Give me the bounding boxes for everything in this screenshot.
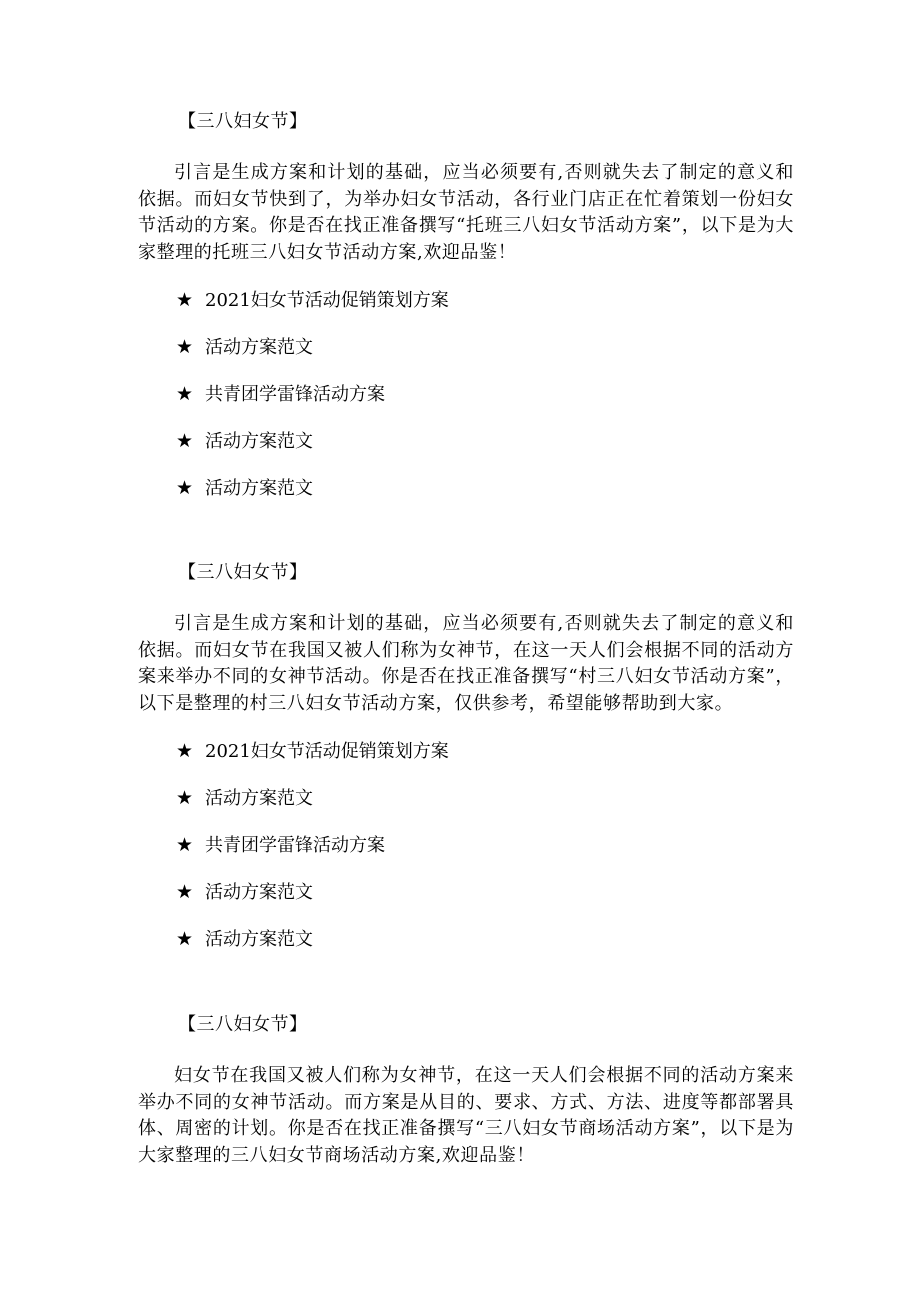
related-link[interactable] (176, 288, 794, 312)
star-icon: ★ (176, 834, 194, 856)
star-icon: ★ (176, 430, 194, 452)
star-icon: ★ (176, 740, 194, 762)
related-link-label: 共青团学雷锋活动方案 (205, 384, 385, 405)
related-links-list (176, 288, 794, 500)
star-icon: ★ (176, 289, 194, 311)
related-link-label: 2021妇女节活动促销策划方案 (205, 290, 449, 311)
related-link[interactable] (176, 382, 794, 406)
related-link-label: 活动方案范文 (205, 882, 313, 903)
section-heading: 【三八妇女节】 (178, 111, 308, 132)
section-heading: 【三八妇女节】 (178, 562, 308, 583)
related-link[interactable] (176, 833, 794, 857)
intro-paragraph: 妇女节在我国又被人们称为女神节，在这一天人们会根据不同的活动方案来举办不同的女神节活动。而方案是从目的、要求、方式、方法、进度等都部署具体、周密的计划。你是否在找正准备撰写“三八妇女节商场活动方案”，以下是为大家整理的三八妇女节商场活动方案,欢迎品鉴！ (138, 1065, 794, 1166)
article-section-1 (138, 110, 794, 523)
related-link-label: 活动方案范文 (205, 929, 313, 950)
related-link-label: 活动方案范文 (205, 788, 313, 809)
related-link[interactable] (176, 880, 794, 904)
related-link[interactable] (176, 476, 794, 500)
star-icon: ★ (176, 928, 194, 950)
article-section-3 (138, 1013, 794, 1169)
intro-paragraph: 引言是生成方案和计划的基础，应当必须要有,否则就失去了制定的意义和依据。而妇女节在我国又被人们称为女神节，在这一天人们会根据不同的活动方案来举办不同的女神节活动。你是否在找正准备撰写“村三八妇女节活动方案”，以下是整理的村三八妇女节活动方案，仅供参考，希望能够帮助到大家。 (138, 613, 794, 714)
article-section-2 (138, 561, 794, 974)
related-link-label: 活动方案范文 (205, 478, 313, 499)
related-links-list (176, 739, 794, 951)
related-link[interactable] (176, 429, 794, 453)
related-link[interactable] (176, 739, 794, 763)
related-link[interactable] (176, 786, 794, 810)
related-link[interactable] (176, 927, 794, 951)
intro-paragraph: 引言是生成方案和计划的基础，应当必须要有,否则就失去了制定的意义和依据。而妇女节快到了，为举办妇女节活动，各行业门店正在忙着策划一份妇女节活动的方案。你是否在找正准备撰写“托班三八妇女节活动方案”，以下是为大家整理的托班三八妇女节活动方案,欢迎品鉴！ (138, 162, 794, 263)
section-heading: 【三八妇女节】 (178, 1014, 308, 1035)
star-icon: ★ (176, 383, 194, 405)
related-link-label: 2021妇女节活动促销策划方案 (205, 741, 449, 762)
related-link-label: 活动方案范文 (205, 337, 313, 358)
star-icon: ★ (176, 787, 194, 809)
related-link-label: 共青团学雷锋活动方案 (205, 835, 385, 856)
star-icon: ★ (176, 477, 194, 499)
star-icon: ★ (176, 881, 194, 903)
star-icon: ★ (176, 336, 194, 358)
related-link-label: 活动方案范文 (205, 431, 313, 452)
related-link[interactable] (176, 335, 794, 359)
